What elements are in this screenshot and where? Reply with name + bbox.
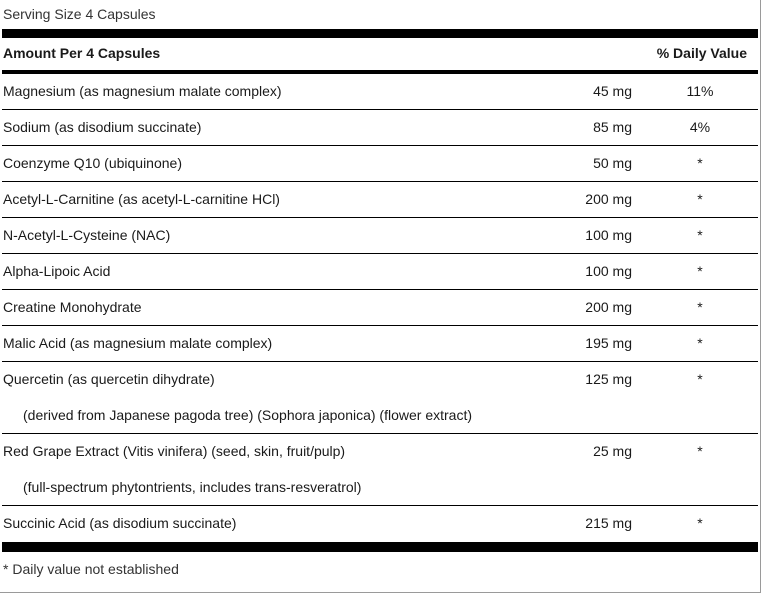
- nutrient-name: Quercetin (as quercetin dihydrate): [3, 371, 215, 387]
- nutrient-amount: 45 mg: [593, 83, 632, 99]
- bottom-bar: [2, 542, 758, 552]
- nutrient-name: Succinic Acid (as disodium succinate): [3, 515, 237, 531]
- nutrient-amount: 200 mg: [585, 299, 632, 315]
- table-row: [2, 290, 758, 326]
- nutrient-name: Coenzyme Q10 (ubiquinone): [3, 155, 182, 171]
- nutrient-dv: *: [697, 335, 703, 351]
- table-row: [2, 254, 758, 290]
- nutrient-dv: *: [697, 515, 703, 531]
- serving-size: Serving Size 4 Capsules: [3, 6, 156, 22]
- nutrient-amount: 215 mg: [585, 515, 632, 531]
- nutrient-amount: 195 mg: [585, 335, 632, 351]
- table-row: [2, 110, 758, 146]
- table-row-detail: [2, 470, 758, 506]
- table-row: [2, 326, 758, 362]
- table-row: [2, 182, 758, 218]
- nutrient-dv: *: [697, 371, 703, 387]
- nutrient-dv: *: [697, 191, 703, 207]
- table-row: [2, 362, 758, 398]
- nutrient-dv: *: [697, 155, 703, 171]
- nutrient-amount: 125 mg: [585, 371, 632, 387]
- nutrient-amount: 85 mg: [593, 119, 632, 135]
- nutrient-name: N-Acetyl-L-Cysteine (NAC): [3, 227, 171, 243]
- nutrient-name: Malic Acid (as magnesium malate complex): [3, 335, 273, 351]
- header-amount: Amount Per 4 Capsules: [3, 45, 161, 61]
- table-row: [2, 506, 758, 542]
- table-row: [2, 218, 758, 254]
- nutrient-amount: 50 mg: [593, 155, 632, 171]
- table-row: [2, 74, 758, 110]
- nutrient-amount: 100 mg: [585, 263, 632, 279]
- nutrient-dv: *: [697, 299, 703, 315]
- nutrient-name: Acetyl-L-Carnitine (as acetyl-L-carnitine HCl): [3, 191, 280, 207]
- nutrient-dv: *: [697, 227, 703, 243]
- footnote: * Daily value not established: [3, 561, 179, 577]
- nutrient-name: Sodium (as disodium succinate): [3, 119, 202, 135]
- nutrient-amount: 100 mg: [585, 227, 632, 243]
- nutrient-amount: 25 mg: [593, 443, 632, 459]
- nutrient-detail: (derived from Japanese pagoda tree) (Sophora japonica) (flower extract): [23, 407, 473, 423]
- table-row: [2, 434, 758, 470]
- top-bar: [2, 29, 758, 38]
- table-row-detail: [2, 398, 758, 434]
- nutrient-amount: 200 mg: [585, 191, 632, 207]
- table-row: [2, 146, 758, 182]
- nutrient-dv: *: [697, 263, 703, 279]
- nutrient-name: Creatine Monohydrate: [3, 299, 142, 315]
- header-daily-value: % Daily Value: [656, 45, 747, 61]
- nutrient-name: Red Grape Extract (Vitis vinifera) (seed, skin, fruit/pulp): [3, 443, 346, 459]
- nutrient-dv: *: [697, 443, 703, 459]
- nutrient-name: Magnesium (as magnesium malate complex): [3, 83, 282, 99]
- nutrient-name: Alpha-Lipoic Acid: [3, 263, 111, 279]
- nutrient-dv: 11%: [686, 83, 714, 99]
- nutrient-rows: [0, 74, 758, 542]
- nutrient-detail: (full-spectrum phytontrients, includes trans-resveratrol): [23, 479, 362, 495]
- nutrient-dv: 4%: [689, 119, 711, 135]
- header-row: [0, 38, 758, 72]
